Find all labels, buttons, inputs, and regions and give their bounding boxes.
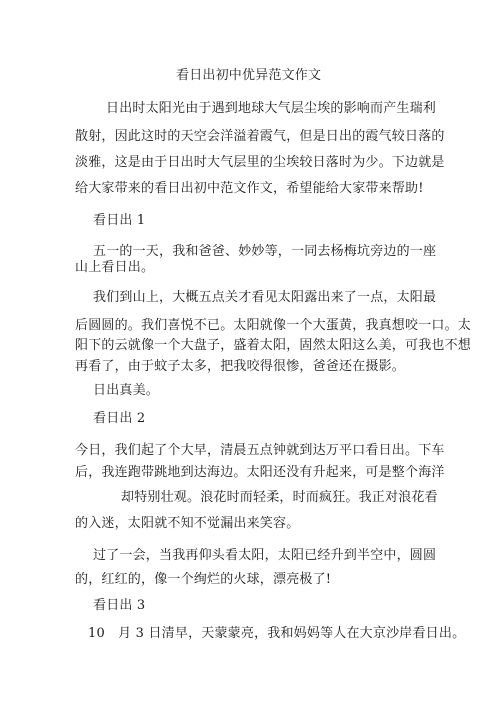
paragraph-line: 过了一会，当我再仰头看太阳，太阳已经升到半空中，圆圆 <box>93 548 437 563</box>
paragraph-line: 我们到山上，大概五点关才看见太阳露出来了一点，太阳最 <box>93 290 437 305</box>
paragraph-line: 却特别壮观。浪花时而轻柔，时而疯狂。我正对浪花看 <box>121 490 438 505</box>
paragraph-line: 五一的一天，我和爸爸、妙妙等，一同去杨梅坑旁边的一座 <box>93 244 437 259</box>
document-title: 看日出初中优异范文作文 <box>176 68 322 83</box>
paragraph-line: 的入迷，太阳就不知不觉漏出来笑容。 <box>75 516 300 531</box>
paragraph-line: 淡雅，这是由于日出时大气层里的尘埃较日落时为少。下边就是 <box>75 155 445 170</box>
paragraph-line: 阳下的云就像一个大盘子，盛着太阳，固然太阳这么美，可我也不想 <box>75 338 472 353</box>
paragraph-line: 10 月 3 日清早，天蒙蒙亮，我和妈妈等人在大京沙岸看日出。 <box>88 626 466 641</box>
paragraph-line: 的，红红的，像一个绚烂的火球，漂亮极了! <box>75 572 332 587</box>
paragraph-line: 再看了，由于蚊子太多，把我咬得很惨，爸爸还在摄影。 <box>75 359 406 374</box>
section-heading: 看日出 3 <box>93 598 146 613</box>
paragraph-line: 后圆圆的。我们喜悦不已。太阳就像一个大蛋黄，我真想咬一口。太 <box>75 318 472 333</box>
section-heading: 看日出 2 <box>93 411 146 426</box>
paragraph-line: 散射，因此这时的天空会洋溢着霞气，但是日出的霞气较日落的 <box>75 129 445 144</box>
paragraph-line: 后，我连跑带跳地到达海边。太阳还没有升起来，可是整个海洋 <box>75 465 445 480</box>
paragraph-line: 给大家带来的看日出初中范文作文，希望能给大家带来帮助! <box>75 181 424 196</box>
paragraph-line: 日出真美。 <box>93 383 160 398</box>
section-heading: 看日出 1 <box>93 213 146 228</box>
paragraph-line: 今日，我们起了个大早，清晨五点钟就到达万平口看日出。下车 <box>75 443 445 458</box>
paragraph-line: 山上看日出。 <box>75 260 155 275</box>
paragraph-line: 日出时太阳光由于遇到地球大气层尘埃的影响而产生瑞利 <box>106 101 437 116</box>
